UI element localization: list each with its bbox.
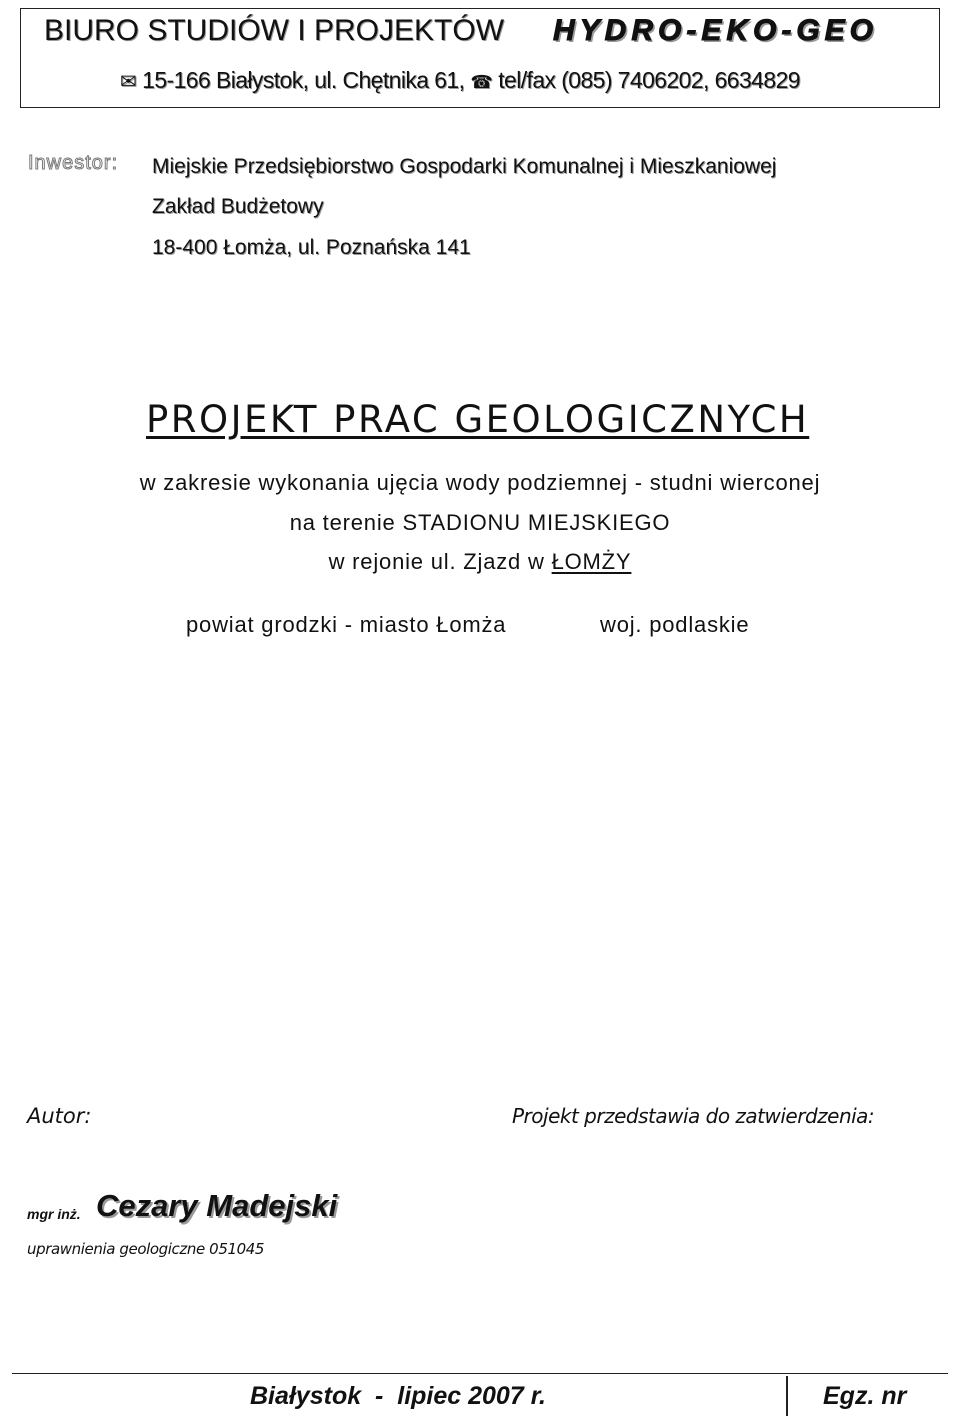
- header-contact: [120, 67, 800, 94]
- footer-separator: [786, 1376, 788, 1416]
- footer-divider: [12, 1373, 948, 1374]
- envelope-icon: ✉: [120, 71, 137, 93]
- voivodeship: woj. podlaskie: [600, 612, 750, 637]
- project-city: ŁOMŻY: [551, 549, 632, 574]
- author-name: Cezary Madejski: [96, 1188, 338, 1223]
- project-scope: w zakresie wykonania ujęcia wody podziemnej - studni wierconej: [139, 470, 821, 495]
- author-label: Autor:: [27, 1104, 92, 1128]
- county: powiat grodzki - miasto Łomża: [186, 612, 507, 637]
- header-address: 15-166 Białystok, ul. Chętnika 61,: [142, 67, 465, 93]
- place-date: Białystok - lipiec 2007 r.: [250, 1382, 546, 1410]
- telephone-icon: ☎: [470, 72, 493, 92]
- project-site: na terenie STADIONU MIEJSKIEGO: [289, 510, 671, 535]
- investor-unit: Zakład Budżetowy: [152, 195, 324, 218]
- project-title: PROJEKT PRAC GEOLOGICZNYCH: [146, 398, 810, 441]
- project-location: [0, 549, 960, 575]
- investor-address: 18-400 Łomża, ul. Poznańska 141: [152, 236, 471, 259]
- office-name: BIURO STUDIÓW I PROJEKTÓW: [44, 14, 505, 47]
- investor-label: Inwestor:: [28, 152, 119, 174]
- brand-name: HYDRO-EKO-GEO: [553, 14, 879, 47]
- author-license: uprawnienia geologiczne 051045: [27, 1240, 265, 1258]
- investor-name: Miejskie Przedsiębiorstwo Gospodarki Komunalnej i Mieszkaniowej: [152, 155, 777, 178]
- header-phone: tel/fax (085) 7406202, 6634829: [498, 67, 800, 93]
- author-title: mgr inż.: [27, 1206, 81, 1222]
- project-location-prefix: w rejonie ul. Zjazd w: [328, 549, 545, 574]
- approval-label: Projekt przedstawia do zatwierdzenia:: [512, 1104, 875, 1128]
- copy-number-label: Egz. nr: [823, 1382, 907, 1410]
